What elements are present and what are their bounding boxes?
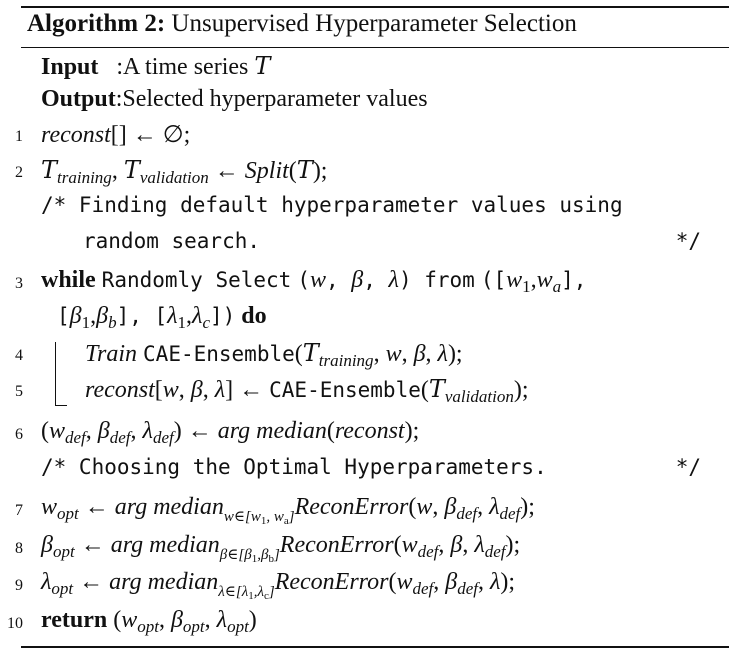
algorithm-name: Unsupervised Hyperparameter Selection <box>171 10 577 37</box>
algorithm-title <box>27 10 577 38</box>
algorithm-box: Algorithm 2: Unsupervised Hyperparameter Selection Input :A time series T Output:Selected hyperparameter values 1 reconst[] ← ∅; 2 $T_{training}$, $T_{validation}$ ← Split(T); /* Finding default hyperparameter values using random search. */ 3 while Randomly Select (w, β, λ) from ($[w_1,w_a]$, $[\beta_1,\beta_b]$, $[\lambda_1,\lambda_c]$) do 4 Train CAE-$Ensemble(T_{training}$, w, β, λ); 5 reconst[w, β, λ] ← CAE-$Ensemble(T_{validation})$; 6 ($w_{def}$, $\beta_{def}$, $\lambda_{def}$) ← arg median(reconst); /* Choosing the Optimal Hyperparameters. */ 7 $w_{opt}$ ← arg median$_{w\in[w_1, w_a]}$ReconError(w, $\beta_{def}$, $\lambda_{def}$); 8 $\beta_{opt}$ ← arg $median_{\beta\in[\beta_1,\beta_b]}ReconError(w_{def}$, β, $\lambda_{def}$); 9 $\lambda_{opt}$ ← arg $median_{\lambda\in[\lambda_1,\lambda_c]}ReconError(w_{def}$, $\beta_{def}$, λ); 10 return ($w_{opt}$, $\beta_{opt}$, $\lambda_{opt}$) <box>21 0 729 648</box>
line-number: 7 <box>15 502 23 519</box>
top-rule <box>21 6 729 8</box>
line-number: 2 <box>15 164 23 181</box>
input-text: A time series <box>123 54 249 80</box>
line-number: 6 <box>15 426 23 443</box>
comment-close: */ <box>675 455 701 479</box>
output-sep: : <box>115 86 123 112</box>
loop-body-bar <box>55 342 56 406</box>
line-number: 10 <box>7 615 23 632</box>
comment-1b: random search. */ <box>83 229 701 253</box>
bottom-rule <box>21 646 729 648</box>
algo-line-3: 3 while Randomly Select (w, β, λ) from ($[w_1,w_a]$, <box>21 267 729 301</box>
return-keyword: return <box>41 607 108 633</box>
while-keyword: while <box>41 267 96 293</box>
line-number: 1 <box>15 128 23 145</box>
output-label: Output <box>41 86 116 112</box>
do-keyword: do <box>241 303 267 329</box>
line-number: 4 <box>15 347 23 364</box>
input-sep: : <box>116 54 124 80</box>
input-label: Input <box>41 54 99 80</box>
line-number: 3 <box>15 275 23 292</box>
series-symbol: T <box>254 52 271 80</box>
comment-2: /* Choosing the Optimal Hyperparameters. */ <box>41 455 701 479</box>
line-number: 5 <box>15 383 23 400</box>
output-text: Selected hyperparameter values <box>122 86 428 112</box>
loop-body-foot <box>55 405 67 406</box>
line-number: 9 <box>15 577 23 594</box>
comment-close: */ <box>675 229 701 253</box>
title-rule <box>21 47 729 48</box>
algorithm-label: Algorithm 2: <box>27 10 166 37</box>
line-number: 8 <box>15 540 23 557</box>
